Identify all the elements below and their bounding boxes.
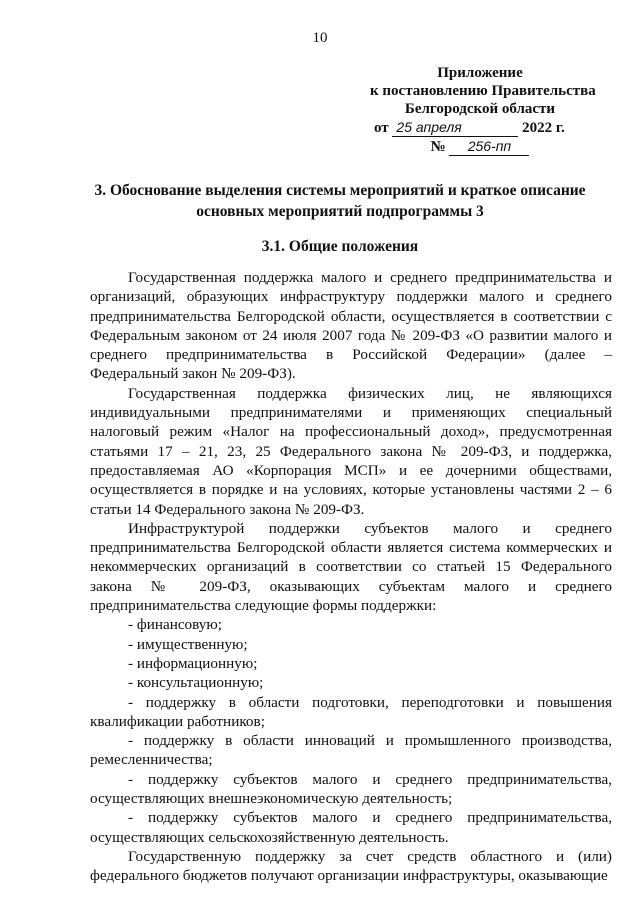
appendix-line-1: к постановлению Правительства (370, 83, 596, 99)
paragraph: Инфраструктурой поддержки субъектов малого и среднего предпринимательства Белгородской области является система коммерческих и некоммерческих организаций в соответствии со статьей 15 Федерального закона № 209-ФЗ, оказывающих субъектам малого и среднего предпринимательства следующие формы поддержки: (90, 519, 612, 615)
list-item: - поддержку в области подготовки, переподготовки и повышения квалификации работников; (90, 693, 612, 730)
appendix-date (370, 118, 590, 137)
list-item: - информационную; (128, 654, 258, 672)
section-title: 3. Обоснование выделения системы мероприятий и краткое описание основных мероприятий подпрограммы 3 (94, 182, 586, 220)
appendix-title: Приложение (437, 65, 523, 81)
list-item: - финансовую; (128, 616, 222, 634)
paragraph: Государственную поддержку за счет средств областного и (или) федерального бюджетов получают организации инфраструктуры, оказывающие (90, 847, 612, 885)
paragraph: Государственная поддержка малого и среднего предпринимательства и организаций, образующих инфраструктуру поддержки малого и среднего предпринимательства Белгородской области, осуществляется в соответствии с Федеральным законом от 24 июля 2007 года № 209-ФЗ «О развитии малого и среднего предпринимательства в Российской Федерации» (далее – Федеральный закон № 209-ФЗ). (90, 269, 612, 383)
list-item: - консультационную; (128, 674, 264, 692)
subsection-title: 3.1. Общие положения (261, 238, 419, 255)
page-number: 10 (312, 30, 328, 46)
date-suffix: 2022 г. (522, 120, 565, 136)
handwritten-date: 25 апреля (392, 118, 518, 137)
paragraph: Государственная поддержка физических лиц, не являющихся индивидуальными предпринимателями и применяющих специальный налоговый режим «Налог на профессиональный доход», предусмотренная статьями 17 – 21, 23, 25 Федерального закона № 209-ФЗ, и поддержка, предоставляемая АО «Корпорация МСП» и ее дочерними обществами, осуществляется в порядке и на условиях, которые установлены частями 2 – 6 статьи 14 Федерального закона № 209-ФЗ. (90, 384, 612, 518)
list-item: - поддержку субъектов малого и среднего предпринимательства, осуществляющих сельскохозяйственную деятельность. (90, 809, 612, 846)
list-item: - поддержку в области инноваций и промышленного производства, ремесленничества; (90, 732, 612, 769)
appendix-line-2: Белгородской области (404, 101, 556, 117)
handwritten-number: 256-пп (449, 137, 529, 156)
date-prefix: от (374, 120, 389, 136)
number-prefix: № (430, 139, 446, 155)
appendix-header (370, 64, 596, 156)
list-item: - имущественную; (128, 635, 248, 653)
document-body (90, 268, 612, 886)
list-item: - поддержку субъектов малого и среднего предпринимательства, осуществляющих внешнеэкономическую деятельность; (90, 770, 612, 808)
appendix-number (370, 137, 590, 156)
